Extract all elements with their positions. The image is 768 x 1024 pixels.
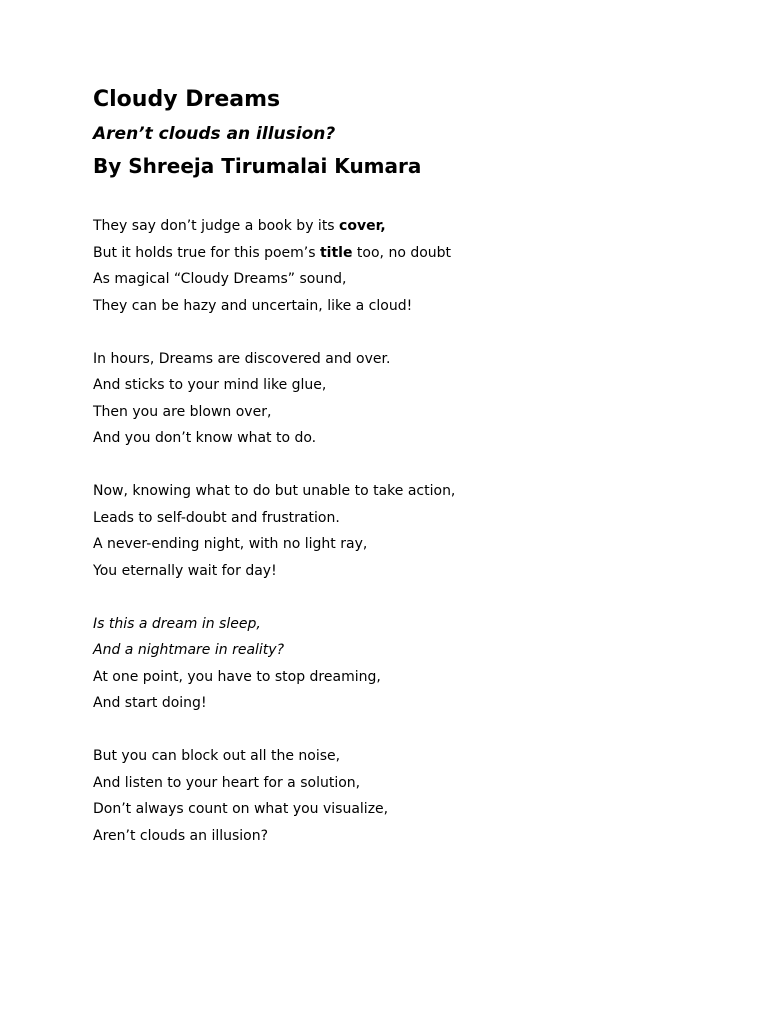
poem-author: By Shreeja Tirumalai Kumara <box>93 154 422 178</box>
poem-line: Then you are blown over, <box>93 403 272 420</box>
poem-line <box>93 240 733 267</box>
poem-subtitle: Aren’t clouds an illusion? <box>93 124 336 144</box>
poem-line: A never-ending night, with no light ray, <box>93 536 368 552</box>
poem-line: And sticks to your mind like glue, <box>93 377 327 393</box>
line-text: They say don’t judge a book by its <box>93 218 340 234</box>
poem-title: Cloudy Dreams <box>93 87 281 112</box>
stanza-2 <box>93 346 733 452</box>
poem-line: Aren’t clouds an illusion? <box>93 827 269 844</box>
poem-line: And listen to your heart for a solution, <box>93 774 361 791</box>
line-text: too, no doubt <box>352 244 452 261</box>
poem-line: Leads to self-doubt and frustration. <box>93 509 340 526</box>
poem-line: Now, knowing what to do but unable to take action, <box>93 483 456 499</box>
stanza-4 <box>93 611 733 717</box>
line-text: But it holds true for this poem’s <box>93 244 320 261</box>
poem-body <box>93 213 733 876</box>
poem-line: And you don’t know what to do. <box>93 430 317 446</box>
poem-line: Don’t always count on what you visualize, <box>93 801 389 817</box>
emphasized-word: title <box>319 244 353 261</box>
poem-line: And a nightmare in reality? <box>93 642 285 658</box>
stanza-3 <box>93 478 733 584</box>
poem-line: But you can block out all the noise, <box>93 748 341 764</box>
stanza-5 <box>93 743 733 849</box>
poem-line: You eternally wait for day! <box>93 562 277 579</box>
poem-line <box>93 213 733 240</box>
poem-line: In hours, Dreams are discovered and over. <box>93 350 391 367</box>
emphasized-word: cover, <box>339 218 386 234</box>
poem-line: Is this a dream in sleep, <box>93 615 261 632</box>
poem-line: And start doing! <box>93 695 207 711</box>
poem-line: They can be hazy and uncertain, like a cloud! <box>93 297 413 314</box>
stanza-1 <box>93 213 733 319</box>
poem-line: As magical “Cloudy Dreams” sound, <box>93 271 347 287</box>
poem-line: At one point, you have to stop dreaming, <box>93 668 381 685</box>
